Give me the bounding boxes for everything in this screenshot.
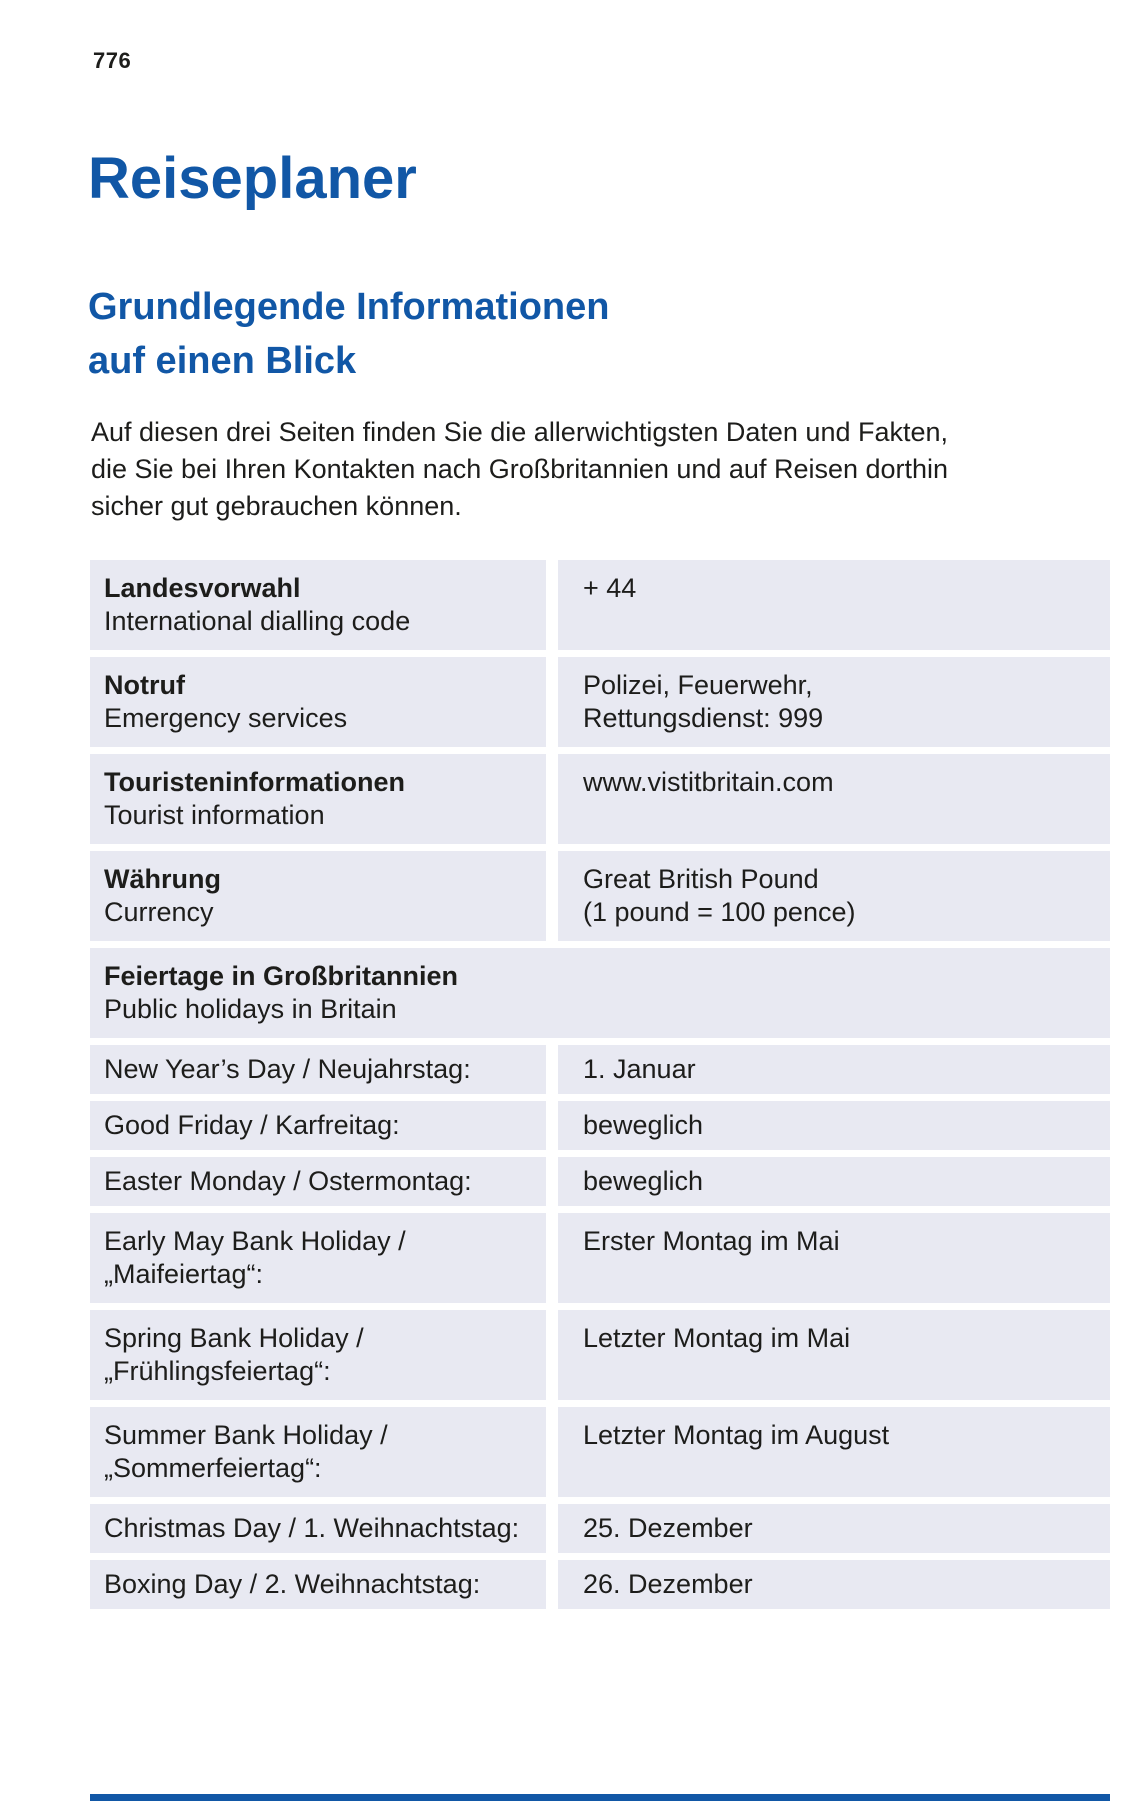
value-text-line2: (1 pound = 100 pence) <box>583 897 856 927</box>
holiday-value: beweglich <box>583 1110 704 1140</box>
holiday-value-cell <box>558 1157 1110 1206</box>
holiday-value: Letzter Montag im August <box>583 1420 890 1450</box>
holiday-label-cell <box>90 1101 546 1150</box>
term-cell <box>90 754 546 844</box>
holiday-value: Letzter Montag im Mai <box>583 1323 851 1353</box>
holiday-label: Spring Bank Holiday / <box>104 1323 364 1353</box>
intro-paragraph <box>91 414 948 525</box>
holiday-value: Erster Montag im Mai <box>583 1226 840 1256</box>
section-header-title: Feiertage in Großbritannien <box>104 961 459 991</box>
term-cell <box>90 560 546 650</box>
holiday-label-cell <box>90 1560 546 1609</box>
holiday-label-cell <box>90 1045 546 1094</box>
value-cell <box>558 657 1110 747</box>
holiday-value: 1. Januar <box>583 1054 696 1084</box>
section-header-cell <box>90 948 1110 1038</box>
holiday-value-cell <box>558 1504 1110 1553</box>
table-row-new-years-day <box>90 1045 1110 1094</box>
table-row-early-may-bank-holiday <box>90 1213 1110 1303</box>
value-text-url: www.vistitbritain.com <box>583 767 834 797</box>
term-label: Währung <box>104 864 221 894</box>
page-title: Reiseplaner <box>88 146 417 211</box>
term-sublabel: Tourist information <box>104 800 325 830</box>
holiday-label: Early May Bank Holiday / <box>104 1226 406 1256</box>
section-heading-line1: Grundlegende Informationen <box>88 286 610 328</box>
section-header-subtitle: Public holidays in Britain <box>104 994 397 1024</box>
value-text: + 44 <box>583 573 637 603</box>
holiday-value-cell <box>558 1407 1110 1497</box>
table-row-tourist-info <box>90 754 1110 844</box>
holiday-label: Good Friday / Karfreitag: <box>104 1110 400 1140</box>
holiday-label-line2: „Sommerfeiertag“: <box>104 1453 322 1483</box>
term-sublabel: Emergency services <box>104 703 348 733</box>
holiday-value: 25. Dezember <box>583 1513 753 1543</box>
table-row-dialling-code <box>90 560 1110 650</box>
table-section-header-holidays <box>90 948 1110 1038</box>
holiday-value-cell <box>558 1101 1110 1150</box>
term-label: Landesvorwahl <box>104 573 301 603</box>
holiday-label: Boxing Day / 2. Weihnachtstag: <box>104 1569 481 1599</box>
term-label: Touristeninformationen <box>104 767 405 797</box>
holiday-label-line2: „Frühlingsfeiertag“: <box>104 1356 331 1386</box>
holiday-label-cell <box>90 1407 546 1497</box>
section-heading-line2: auf einen Blick <box>88 340 357 382</box>
value-cell <box>558 851 1110 941</box>
intro-line: sicher gut gebrauchen können. <box>91 491 462 521</box>
intro-line: die Sie bei Ihren Kontakten nach Großbritannien und auf Reisen dorthin <box>91 454 949 484</box>
section-heading <box>88 280 609 388</box>
holiday-value-cell <box>558 1310 1110 1400</box>
value-text: Polizei, Feuerwehr, <box>583 670 813 700</box>
holiday-label: Summer Bank Holiday / <box>104 1420 388 1450</box>
intro-line: Auf diesen drei Seiten finden Sie die allerwichtigsten Daten und Fakten, <box>91 417 949 447</box>
holiday-value-cell <box>558 1213 1110 1303</box>
term-label: Notruf <box>104 670 185 700</box>
holiday-label-cell <box>90 1213 546 1303</box>
table-row-easter-monday <box>90 1157 1110 1206</box>
holiday-label-cell <box>90 1504 546 1553</box>
table-row-good-friday <box>90 1101 1110 1150</box>
term-sublabel: International dialling code <box>104 606 411 636</box>
table-row-spring-bank-holiday <box>90 1310 1110 1400</box>
holiday-label: New Year’s Day / Neujahrstag: <box>104 1054 471 1084</box>
page-number: 776 <box>93 48 132 73</box>
holiday-label-cell <box>90 1157 546 1206</box>
value-text: Great British Pound <box>583 864 819 894</box>
holiday-value: beweglich <box>583 1166 704 1196</box>
table-row-currency <box>90 851 1110 941</box>
holiday-value: 26. Dezember <box>583 1569 753 1599</box>
term-sublabel: Currency <box>104 897 214 927</box>
table-row-emergency <box>90 657 1110 747</box>
holiday-value-cell <box>558 1560 1110 1609</box>
holiday-value-cell <box>558 1045 1110 1094</box>
table-row-summer-bank-holiday <box>90 1407 1110 1497</box>
term-cell <box>90 851 546 941</box>
holiday-label: Easter Monday / Ostermontag: <box>104 1166 472 1196</box>
holiday-label-line2: „Maifeiertag“: <box>104 1259 264 1289</box>
value-cell <box>558 754 1110 844</box>
table-row-christmas-day <box>90 1504 1110 1553</box>
value-text-line2: Rettungsdienst: 999 <box>583 703 824 733</box>
holiday-label-cell <box>90 1310 546 1400</box>
table-row-boxing-day <box>90 1560 1110 1609</box>
info-table <box>90 560 1110 1609</box>
value-cell <box>558 560 1110 650</box>
holiday-label: Christmas Day / 1. Weihnachtstag: <box>104 1513 520 1543</box>
page-bottom-rule <box>90 1794 1110 1801</box>
term-cell <box>90 657 546 747</box>
